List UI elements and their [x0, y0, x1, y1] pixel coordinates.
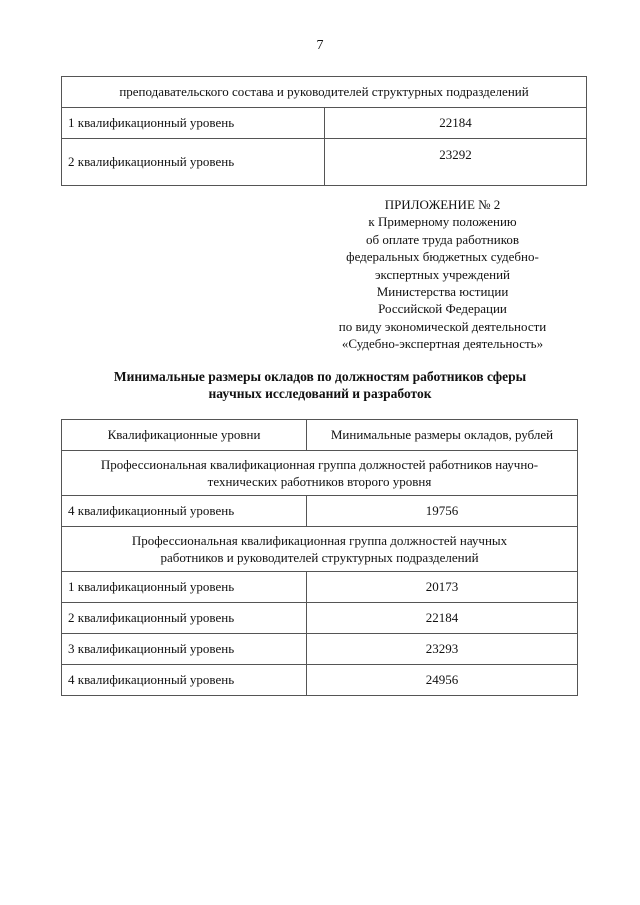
- title-line: Минимальные размеры окладов по должностям работников сферы: [113, 369, 527, 384]
- group-header-line: работников и руководителей структурных подразделений: [160, 550, 479, 565]
- group-header: [62, 451, 578, 496]
- table-row: [62, 108, 587, 139]
- appendix-line: федеральных бюджетных судебно-: [346, 249, 539, 265]
- salary-cell: 23292: [325, 139, 587, 186]
- appendix-line: об оплате труда работников: [365, 231, 520, 247]
- page-number: 7: [316, 38, 324, 53]
- table-row: [62, 139, 587, 186]
- salary-cell: 22184: [325, 108, 587, 139]
- appendix-line: «Судебно-экспертная деятельность»: [341, 336, 544, 352]
- appendix-line: Российской Федерации: [378, 301, 507, 317]
- group-header: [62, 527, 578, 572]
- document-title: [60, 368, 580, 402]
- table-row: [62, 572, 578, 603]
- level-cell: 4 квалификационный уровень: [62, 665, 307, 696]
- level-cell: 1 квалификационный уровень: [62, 572, 307, 603]
- salary-cell: 22184: [307, 603, 578, 634]
- level-cell: 4 квалификационный уровень: [62, 496, 307, 527]
- table-header-row: [62, 420, 578, 451]
- appendix-heading: ПРИЛОЖЕНИЕ № 2: [384, 197, 501, 212]
- appendix-line: к Примерному положению: [368, 214, 517, 230]
- group-header-row: [62, 527, 578, 572]
- table-row: [62, 603, 578, 634]
- level-cell: 3 квалификационный уровень: [62, 634, 307, 665]
- salary-cell: 24956: [307, 665, 578, 696]
- group-header-row: [62, 451, 578, 496]
- appendix-line: экспертных учреждений: [374, 266, 511, 282]
- column-header-levels: Квалификационные уровни: [62, 420, 307, 451]
- appendix-line: по виду экономической деятельности: [338, 318, 547, 334]
- top-salary-table: [61, 76, 587, 186]
- main-salary-table: [61, 419, 578, 696]
- group-header-line: Профессиональная квалификационная группа должностей научных: [131, 533, 508, 548]
- title-line: научных исследований и разработок: [208, 386, 432, 401]
- salary-cell: 23293: [307, 634, 578, 665]
- table-row: [62, 496, 578, 527]
- salary-cell: 20173: [307, 572, 578, 603]
- level-cell: 2 квалификационный уровень: [62, 603, 307, 634]
- level-cell: 1 квалификационный уровень: [62, 108, 325, 139]
- table-row: [62, 77, 587, 108]
- appendix-block: [300, 196, 585, 353]
- table-row: [62, 665, 578, 696]
- level-cell: 2 квалификационный уровень: [62, 139, 325, 186]
- group-header-line: Профессиональная квалификационная группа должностей работников научно-: [100, 457, 539, 472]
- table-row: [62, 634, 578, 665]
- column-header-salaries: Минимальные размеры окладов, рублей: [307, 420, 578, 451]
- salary-cell: 19756: [307, 496, 578, 527]
- group-header-line: технических работников второго уровня: [207, 474, 432, 489]
- appendix-line: Министерства юстиции: [376, 284, 509, 300]
- group-header-continuation: преподавательского состава и руководителей структурных подразделений: [62, 77, 587, 108]
